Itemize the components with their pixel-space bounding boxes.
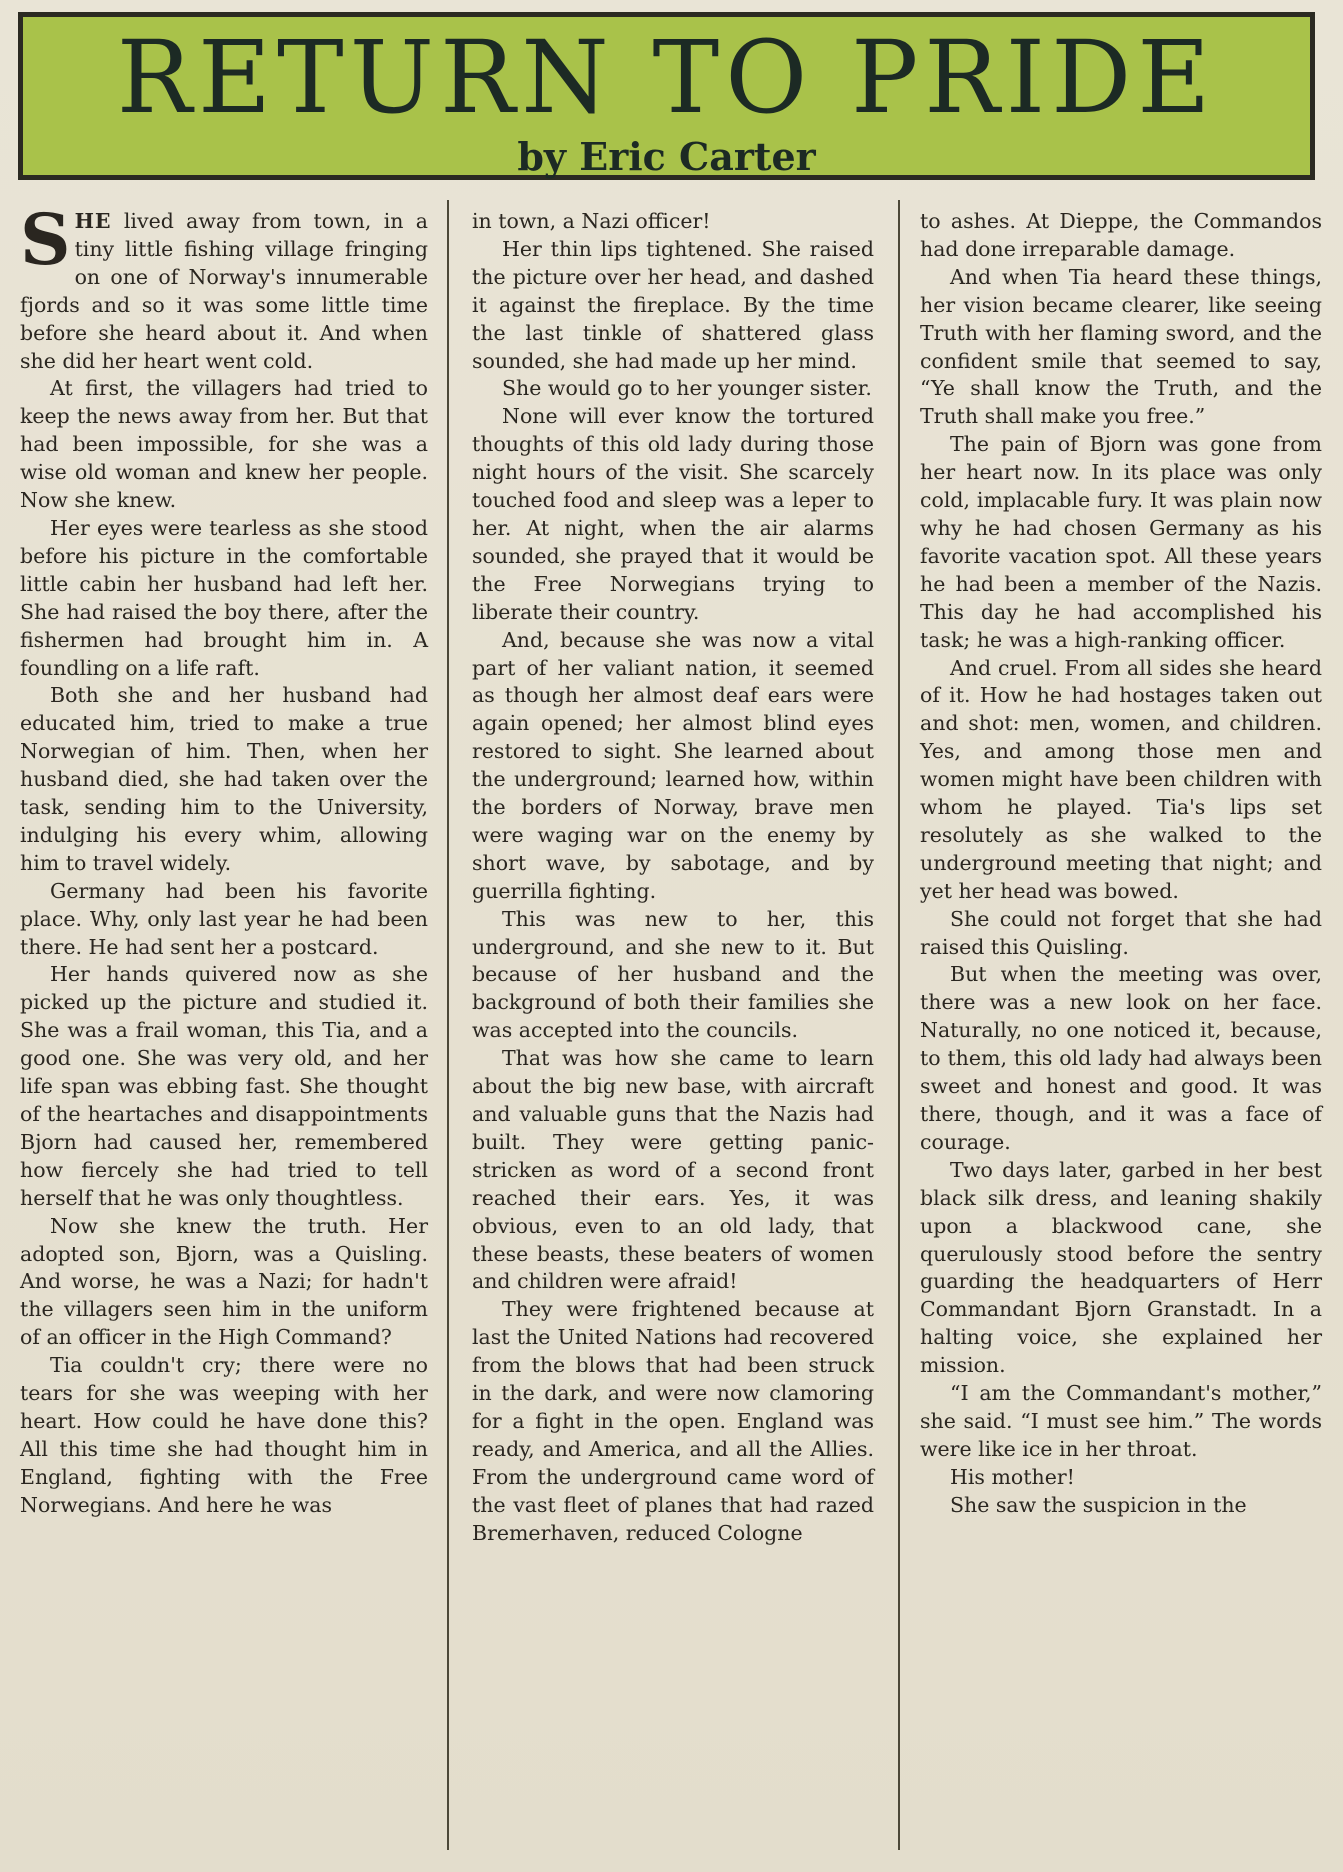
paragraph: Her thin lips tightened. She raised the picture over her head, and dashed it against the fireplace. By the time the last tinkle of shattered glass sounded, she had made up her mind.	[472, 236, 874, 373]
column-1	[20, 198, 428, 1858]
title-banner	[18, 12, 1315, 180]
story-title: RETURN TO PRIDE	[116, 19, 1217, 136]
paragraph: Her eyes were tearless as she stood before his picture in the comfortable little cabin her husband had left her. She had raised the boy there, after the fishermen had brought him in. A foundling on a life raft.	[20, 515, 428, 680]
paragraph: She would go to her younger sister.	[502, 376, 872, 401]
paragraph: She could not forget that she had raised this Quisling.	[920, 906, 1322, 959]
paragraph: And when Tia heard these things, her vision became clearer, like seeing Truth with her flaming sword, and the confident smile that seemed to say, “Ye shall know the Truth, and the Truth shall make you free.”	[920, 264, 1322, 429]
paragraph: At first, the villagers had tried to keep the news away from her. But that had been impossible, for she was a wise old woman and knew her people. Now she knew.	[20, 376, 428, 513]
paragraph: This was new to her, this underground, and she new to it. But because of her husband and the background of both their families she was accepted into the councils.	[472, 906, 874, 1043]
column-divider	[898, 200, 900, 1850]
paragraph: That was how she came to learn about the big new base, with aircraft and valuable guns that the Nazis had built. They were getting panic-stricken as word of a second front reached their ears. Yes, it was obvious, even to an old lady, that these beasts, these beaters of women and children were afraid!	[472, 1046, 874, 1294]
paragraph: in town, a Nazi officer!	[472, 209, 711, 233]
author-byline: by Eric Carter	[517, 134, 816, 179]
paragraph: to ashes. At Dieppe, the Commandos had done irreparable damage.	[920, 209, 1322, 261]
paragraph: None will ever know the tortured thoughts of this old lady during those night hours of the visit. She scarcely touched food and sleep was a leper to her. At night, when the air alarms sounded, she prayed that it would be the Free Norwegians trying to liberate their country.	[472, 404, 874, 624]
paragraph: Both she and her husband had educated him, tried to make a true Norwegian of him. Then, when her husband died, she had taken over the task, sending him to the University, indulging his every whim, allowing him to travel widely.	[20, 683, 428, 875]
paragraph: Germany had been his favorite place. Why, only last year he had been there. He had sent her a postcard.	[20, 878, 428, 959]
paragraph: Tia couldn't cry; there were no tears for she was weeping with her heart. How could he have done this? All this time she had thought him in England, fighting with the Free Norwegians. And here he was	[20, 1353, 428, 1517]
drop-cap: S	[20, 198, 71, 281]
paragraph: And cruel. From all sides she heard of it. How he had hostages taken out and shot: men, women, and children. Yes, and among those men and women might have been children with whom he played. Tia's lips set resolutely as she walked to the underground meeting that night; and yet her head was bowed.	[920, 655, 1322, 903]
paragraph: Two days later, garbed in her best black silk dress, and leaning shakily upon a blackwood cane, she querulously stood before the sentry guarding the headquarters of Herr Commandant Bjorn Granstadt. In a halting voice, she explained her mission.	[920, 1157, 1322, 1378]
paragraph: SHE lived away from town, in a tiny little fishing village fringing on one of Norway's innumerable fjords and so it was some little time before she heard about it. And when she did her heart went cold.	[20, 198, 428, 373]
paragraph: They were frightened because at last the United Nations had recovered from the blows that had been struck in the dark, and were now clamoring for a fight in the open. England was ready, and America, and all the Allies. From the underground came word of the vast fleet of planes that had razed Bremerhaven, reduced Cologne	[472, 1297, 874, 1545]
column-2	[472, 208, 874, 1858]
column-divider	[447, 200, 449, 1850]
paragraph: The pain of Bjorn was gone from her heart now. In its place was only cold, implacable fury. It was plain now why he had chosen Germany as his favorite vacation spot. All these years he had been a member of the Nazis. This day he had accomplished his task; he was a high-ranking officer.	[920, 432, 1322, 652]
paragraph: “I am the Commandant's mother,” she said. “I must see him.” The words were like ice in her throat.	[920, 1381, 1322, 1461]
paragraph: She saw the suspicion in the	[950, 1492, 1247, 1517]
paragraph: Now she knew the truth. Her adopted son, Bjorn, was a Quisling. And worse, he was a Nazi; for hadn't the villagers seen him in the uniform of an officer in the High Command?	[20, 1213, 428, 1350]
paragraph: Her hands quivered now as she picked up the picture and studied it. She was a frail woman, this Tia, and a good one. She was very old, and her life span was ebbing fast. She thought of the heartaches and disappointments Bjorn had caused her, remembered how fiercely she had tried to tell herself that he was only thoughtless.	[20, 962, 428, 1210]
paragraph: And, because she was now a vital part of her valiant nation, it seemed as though her almost deaf ears were again opened; her almost blind eyes restored to sight. She learned about the underground; learned how, within the borders of Norway, brave men were waging war on the enemy by short wave, by sabotage, and by guerrilla fighting.	[472, 627, 874, 903]
paragraph: His mother!	[950, 1464, 1075, 1489]
lead-word: HE	[74, 209, 112, 233]
column-3	[920, 208, 1322, 1858]
paragraph: But when the meeting was over, there was a new look on her face. Naturally, no one noticed it, because, to them, this old lady had always been sweet and honest and good. It was there, though, and it was a face of courage.	[920, 962, 1322, 1154]
